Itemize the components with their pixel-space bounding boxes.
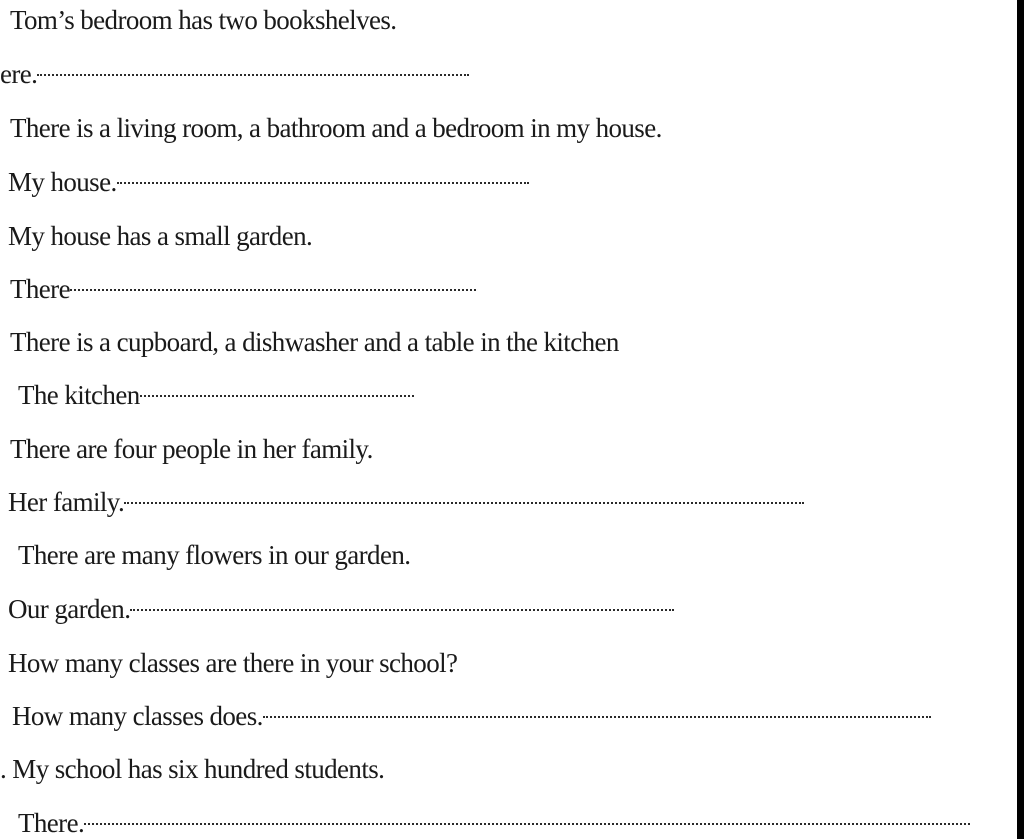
answer-line-7[interactable] <box>12 698 931 734</box>
sentence-text: . My school has six hundred students. <box>0 754 385 784</box>
answer-prompt: My house. <box>8 167 117 197</box>
answer-dotted-line[interactable] <box>124 502 804 504</box>
answer-dotted-line[interactable] <box>140 395 414 397</box>
sentence-6 <box>18 537 410 573</box>
answer-line-8[interactable] <box>18 805 970 839</box>
sentence-7 <box>8 645 457 681</box>
sentence-text: There is a cupboard, a dishwasher and a table in the kitchen <box>10 327 619 357</box>
sentence-text: There are many flowers in our garden. <box>18 540 411 570</box>
sentence-text: Tom’s bedroom has two bookshelves. <box>10 5 397 35</box>
sentence-3 <box>8 218 312 254</box>
answer-dotted-line[interactable] <box>37 74 469 76</box>
answer-dotted-line[interactable] <box>70 289 476 291</box>
answer-prompt: There <box>10 274 70 304</box>
answer-line-2[interactable] <box>8 164 529 200</box>
answer-line-4[interactable] <box>18 377 414 413</box>
answer-prompt: How many classes does. <box>12 701 263 731</box>
answer-prompt: Her family. <box>8 487 125 517</box>
sentence-4 <box>10 324 619 360</box>
answer-dotted-line[interactable] <box>263 716 931 718</box>
sentence-8 <box>0 751 384 787</box>
sentence-5 <box>10 431 373 467</box>
page-right-border <box>1017 0 1024 839</box>
answer-prompt: Our garden. <box>8 594 131 624</box>
answer-line-6[interactable] <box>8 591 674 627</box>
answer-dotted-line[interactable] <box>84 823 970 825</box>
answer-dotted-line[interactable] <box>130 609 674 611</box>
answer-prompt: There. <box>18 808 85 838</box>
sentence-text: There are four people in her family. <box>10 434 373 464</box>
answer-line-3[interactable] <box>10 271 476 307</box>
answer-line-5[interactable] <box>8 484 804 520</box>
sentence-text: My house has a small garden. <box>8 221 313 251</box>
sentence-text: How many classes are there in your school? <box>8 648 458 678</box>
answer-prompt: ere. <box>0 59 38 89</box>
sentence-1 <box>10 2 396 38</box>
sentence-text: There is a living room, a bathroom and a bedroom in my house. <box>10 113 662 143</box>
sentence-2 <box>10 110 662 146</box>
answer-dotted-line[interactable] <box>117 182 529 184</box>
answer-line-1[interactable] <box>0 56 469 92</box>
answer-prompt: The kitchen <box>18 380 140 410</box>
